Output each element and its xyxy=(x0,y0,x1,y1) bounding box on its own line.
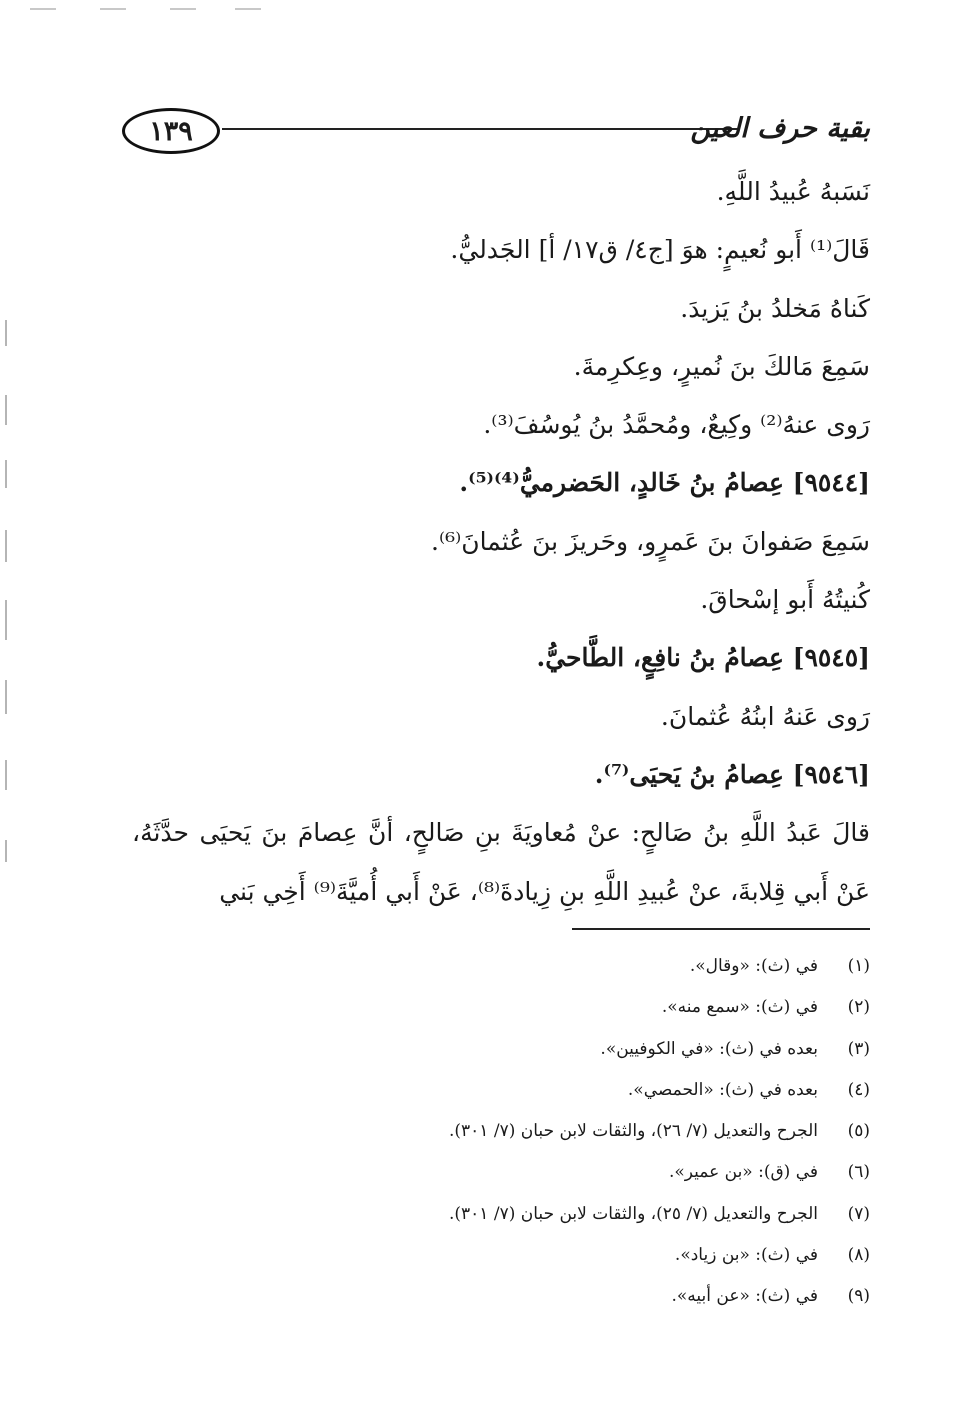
scan-dash xyxy=(30,8,56,10)
footnote-number: (٨) xyxy=(847,1245,870,1266)
footnote xyxy=(300,1194,870,1235)
scan-dash xyxy=(170,8,196,10)
entry-heading: [٩٥٤٤] عِصامُ بنُ خَالدٍ، الحَضرميُّ⁽⁴⁾⁽⁵⁾. xyxy=(459,468,870,498)
footnote-rule xyxy=(572,928,870,930)
margin-tick xyxy=(5,320,7,346)
margin-tick xyxy=(5,680,7,714)
footnote-number: (٩) xyxy=(847,1286,870,1307)
footnote-number: (٧) xyxy=(847,1203,870,1224)
text-line: سَمِعَ مَالكَ بنَ نُميرٍ، وعِكرِمةَ. xyxy=(573,351,870,381)
footnote-text: في (ث): «بن زياد». xyxy=(674,1245,818,1266)
running-head: بقية حرف العين xyxy=(690,112,870,144)
footnote xyxy=(300,987,870,1028)
margin-tick xyxy=(5,760,7,790)
margin-tick xyxy=(5,395,7,425)
margin-tick xyxy=(5,530,7,562)
footnote-text: بعده في (ث): «الحمصي». xyxy=(627,1079,818,1100)
scan-dash xyxy=(100,8,126,10)
footnote-text: بعده في (ث): «في الكوفيين». xyxy=(600,1038,818,1059)
footnote-text: الجرح والتعديل (٧/ ٢٦)، والثقات لابن حبان (٧/ ٣٠١). xyxy=(449,1121,818,1142)
text-line: رَوى عنهُ⁽²⁾ وكِيعٌ، ومُحمَّدُ بنُ يُوسُفَ⁽³⁾. xyxy=(483,410,870,440)
footnote xyxy=(300,1152,870,1193)
text-line: كُنيتُهُ أَبو إسْحاقَ. xyxy=(700,585,870,615)
scan-marks xyxy=(0,0,969,20)
text-line: قَالَ⁽¹⁾ أَبو نُعيمٍ: هوَ [ج٤/ ق١٧/ أ] الجَدليُّ. xyxy=(450,235,870,265)
footnote-number: (٥) xyxy=(847,1121,870,1142)
entry-heading: [٩٥٤٦] عِصامُ بنُ يَحيَى⁽⁷⁾. xyxy=(594,759,870,789)
margin-tick xyxy=(5,600,7,640)
scan-dash xyxy=(235,8,261,10)
page-number: ١٣٩ xyxy=(122,108,220,154)
footnote-number: (٦) xyxy=(847,1162,870,1183)
footnote-number: (٣) xyxy=(847,1038,870,1059)
footnote xyxy=(300,1070,870,1111)
entry-heading: [٩٥٤٥] عِصامُ بنُ نافِعٍ، الطَّاحيُّ. xyxy=(536,643,870,673)
page-header xyxy=(110,100,870,160)
footnote-text: في (ث): «وقال». xyxy=(689,956,818,976)
header-rule xyxy=(222,128,738,130)
text-line: رَوى عَنهُ ابنُهُ عُثمانَ. xyxy=(660,701,870,731)
footnote-text: في (ق): «بن عمير». xyxy=(668,1162,818,1183)
text-line: نَسَبهُ عُبيدُ اللَّهِ. xyxy=(716,177,870,206)
margin-tick xyxy=(5,460,7,488)
text-line: كَناهُ مَخلدُ بنُ يَزيدَ. xyxy=(680,293,870,323)
text-paragraph: قالَ عَبدُ اللَّهِ بنُ صَالحٍ: عنْ مُعاويَةَ بنِ صَالحٍ، أنَّ عِصامَ بنَ يَحيَى حدَّثَهُ، عَنْ أَبي قِلابةَ، عنْ عُبيدِ اللَّهِ بنِ زِيادةَ⁽⁸⁾، عَنْ أَبي أُميَّةَ⁽⁹⁾ أَخِي بَني xyxy=(132,818,870,906)
footnote xyxy=(300,1235,870,1276)
margin-tick xyxy=(5,840,7,862)
footnotes xyxy=(300,946,870,1318)
footnote-text: في (ث): «عن أبيه». xyxy=(671,1286,818,1307)
text-line: سَمِعَ صَفوانَ بنَ عَمرٍو، وحَريزَ بنَ عُثمانَ⁽⁶⁾. xyxy=(431,526,870,556)
footnote-text: الجرح والتعديل (٧/ ٢٥)، والثقات لابن حبان (٧/ ٣٠١). xyxy=(449,1203,818,1224)
footnote-number: (٢) xyxy=(847,997,870,1018)
main-text xyxy=(132,163,870,921)
footnote-number: (٤) xyxy=(847,1079,870,1100)
footnote xyxy=(300,1276,870,1317)
footnote-number: (١) xyxy=(847,956,870,976)
footnote-text: في (ث): «سمع منه». xyxy=(661,997,818,1018)
footnote xyxy=(300,1029,870,1070)
footnote xyxy=(300,1111,870,1152)
footnote xyxy=(300,946,870,987)
